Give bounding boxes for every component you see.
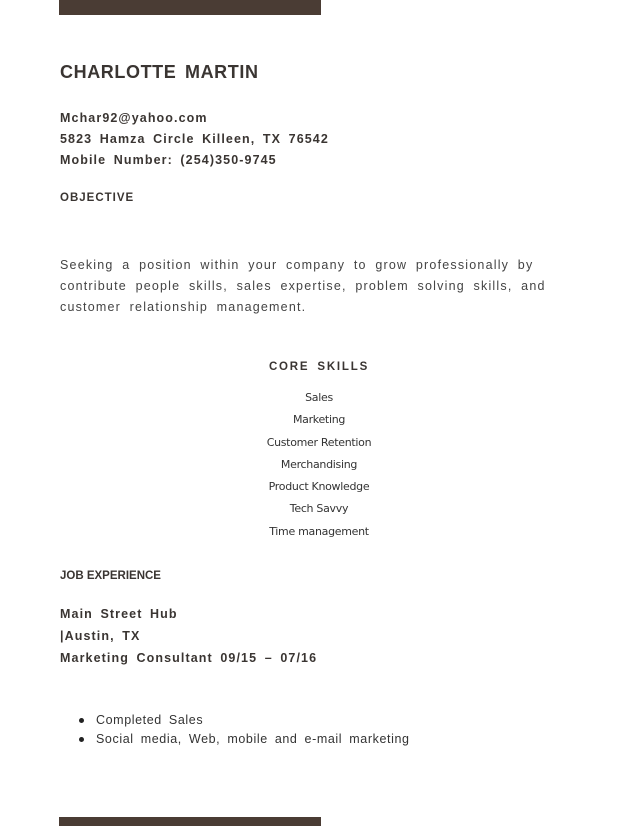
skill-item: Sales — [305, 391, 333, 404]
job-duties-list — [96, 711, 410, 749]
street-address: 5823 Hamza Circle Killeen, TX 76542 — [60, 132, 329, 146]
job-location: |Austin, TX — [60, 629, 141, 643]
objective-line: customer relationship management. — [60, 300, 307, 314]
objective-line: Seeking a position within your company to grow professionally by — [60, 258, 534, 272]
skill-item: Customer Retention — [266, 435, 372, 449]
core-skills-list — [0, 388, 638, 544]
candidate-name: CHARLOTTE MARTIN — [60, 62, 259, 82]
duty-item — [96, 730, 410, 749]
skill-item: Merchandising — [280, 457, 358, 471]
duty-item — [96, 711, 410, 730]
skill-item: Time management — [269, 524, 369, 538]
objective-line: contribute people skills, sales expertise, problem solving skills, and — [60, 279, 546, 293]
core-skills-heading: CORE SKILLS — [268, 361, 370, 373]
job-role: Marketing Consultant 09/15 – 07/16 — [60, 651, 318, 665]
job-experience-heading: JOB EXPERIENCE — [60, 570, 161, 582]
email-address[interactable]: Mchar92@yahoo.com — [60, 111, 208, 125]
top-accent-bar — [59, 0, 321, 15]
duty-text: Completed Sales — [96, 713, 204, 727]
bullet-icon — [79, 718, 84, 723]
skill-item: Tech Savvy — [289, 502, 349, 516]
company-name: Main Street Hub — [60, 607, 178, 621]
skill-item: Product Knowledge — [268, 480, 370, 494]
job-entry — [60, 603, 317, 669]
duty-text: Social media, Web, mobile and e-mail marketing — [96, 732, 410, 746]
objective-heading: OBJECTIVE — [60, 192, 135, 204]
bottom-accent-bar — [59, 817, 321, 826]
objective-text — [60, 255, 546, 318]
bullet-icon — [79, 737, 84, 742]
skill-item: Marketing — [292, 413, 346, 427]
phone-number: Mobile Number: (254)350-9745 — [60, 153, 277, 167]
contact-info — [60, 108, 329, 171]
